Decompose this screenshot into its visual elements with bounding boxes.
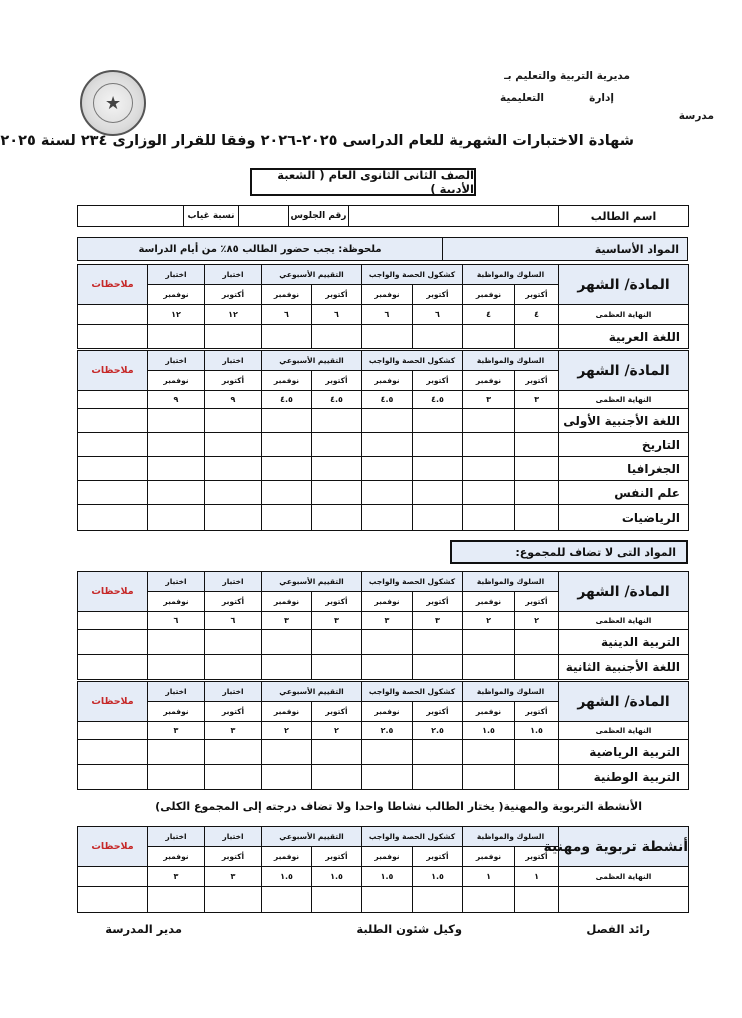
max-score-cell: ٣ [205, 722, 262, 740]
notes-cell[interactable] [78, 887, 148, 913]
notes-cell[interactable] [78, 630, 148, 655]
score-input[interactable] [463, 765, 515, 790]
score-input[interactable] [205, 481, 262, 505]
score-input[interactable] [413, 655, 463, 680]
score-input[interactable] [262, 505, 312, 531]
max-score-cell: ٣ [148, 867, 205, 887]
max-score-cell: ١٢ [205, 305, 262, 325]
max-score-cell: ٢ [463, 612, 515, 630]
max-score-cell: ١.٥ [413, 867, 463, 887]
score-input[interactable] [148, 505, 205, 531]
weekly-header: التقييم الأسبوعي [262, 351, 362, 371]
subject-geography: الجغرافيا [559, 457, 689, 481]
notes-cell[interactable] [78, 325, 148, 349]
month-oct: أكتوبر [413, 702, 463, 722]
score-input[interactable] [148, 765, 205, 790]
month-nov: نوفمبر [148, 702, 205, 722]
month-oct: أكتوبر [205, 847, 262, 867]
score-input[interactable] [262, 457, 312, 481]
behavior-header: السلوك والمواظبة [463, 265, 559, 285]
score-input[interactable] [148, 409, 205, 433]
score-input[interactable] [312, 887, 362, 913]
notes-header: ملاحظات [78, 351, 148, 391]
subject-month-header: المادة/ الشهر [559, 265, 689, 305]
signature-student-affairs: وكيل شئون الطلبة [356, 922, 462, 936]
directorate-line: مديرية التربية والتعليم بـ [504, 70, 630, 82]
grade-label: الصف الثانى الثانوى العام ( الشعبة الأدبية ) [277, 168, 474, 196]
max-score-cell: ٤ [515, 305, 559, 325]
month-oct: أكتوبر [413, 847, 463, 867]
test-nov-header: اختبار [148, 351, 205, 371]
month-nov: نوفمبر [148, 285, 205, 305]
score-input[interactable] [262, 887, 312, 913]
score-input[interactable] [362, 655, 413, 680]
score-input[interactable] [515, 481, 559, 505]
max-score-cell: ٢ [262, 722, 312, 740]
test-nov-header: اختبار [148, 682, 205, 702]
score-input[interactable] [205, 433, 262, 457]
grade-box [250, 168, 476, 196]
notes-cell[interactable] [78, 391, 148, 409]
max-score-label: النهاية العظمى [559, 305, 689, 325]
behavior-header: السلوك والمواظبة [463, 682, 559, 702]
score-input[interactable] [262, 740, 312, 765]
score-input[interactable] [515, 433, 559, 457]
grades-table-extra-1 [77, 571, 689, 680]
score-input[interactable] [205, 325, 262, 349]
subject-psychology: علم النفس [559, 481, 689, 505]
month-oct: أكتوبر [515, 847, 559, 867]
month-oct: أكتوبر [413, 285, 463, 305]
weekly-header: التقييم الأسبوعي [262, 827, 362, 847]
max-score-cell: ١ [463, 867, 515, 887]
notes-cell[interactable] [78, 740, 148, 765]
score-input[interactable] [148, 740, 205, 765]
score-input[interactable] [362, 409, 413, 433]
score-input[interactable] [205, 740, 262, 765]
subject-month-header: المادة/ الشهر [559, 572, 689, 612]
max-score-label: النهاية العظمى [559, 612, 689, 630]
month-oct: أكتوبر [312, 285, 362, 305]
max-score-cell: ٦ [262, 305, 312, 325]
month-nov: نوفمبر [262, 371, 312, 391]
max-score-cell: ٦ [205, 612, 262, 630]
score-input[interactable] [262, 325, 312, 349]
notebook-header: كشكول الحصة والواجب [362, 682, 463, 702]
subject-arabic: اللغة العربية [559, 325, 689, 349]
score-input[interactable] [362, 505, 413, 531]
test-oct-header: اختبار [205, 265, 262, 285]
score-input[interactable] [312, 630, 362, 655]
score-input[interactable] [205, 887, 262, 913]
score-input[interactable] [362, 481, 413, 505]
max-score-cell: ٣ [262, 612, 312, 630]
core-subjects-bar [77, 237, 688, 261]
month-nov: نوفمبر [148, 371, 205, 391]
score-input[interactable] [205, 655, 262, 680]
month-oct: أكتوبر [312, 371, 362, 391]
score-input[interactable] [515, 655, 559, 680]
seat-number-label: رقم الجلوس [289, 206, 349, 227]
score-input[interactable] [463, 433, 515, 457]
month-oct: أكتوبر [312, 847, 362, 867]
max-score-cell: ١.٥ [262, 867, 312, 887]
month-oct: أكتوبر [515, 371, 559, 391]
attendance-note: ملحوظة: يجب حضور الطالب ٨٥٪ من أيام الدراسة [78, 238, 443, 261]
month-oct: أكتوبر [205, 285, 262, 305]
max-score-cell: ٤.٥ [262, 391, 312, 409]
score-input[interactable] [463, 887, 515, 913]
month-nov: نوفمبر [262, 702, 312, 722]
notebook-header: كشكول الحصة والواجب [362, 827, 463, 847]
month-nov: نوفمبر [463, 592, 515, 612]
max-score-cell: ٦ [312, 305, 362, 325]
score-input[interactable] [515, 630, 559, 655]
student-info-table [77, 205, 689, 227]
score-input[interactable] [515, 505, 559, 531]
core-subjects-title: المواد الأساسية [443, 238, 688, 261]
score-input[interactable] [515, 887, 559, 913]
month-oct: أكتوبر [312, 592, 362, 612]
behavior-header: السلوك والمواظبة [463, 572, 559, 592]
max-score-cell: ٤.٥ [312, 391, 362, 409]
score-input[interactable] [262, 433, 312, 457]
score-input[interactable] [148, 887, 205, 913]
score-input[interactable] [413, 630, 463, 655]
month-oct: أكتوبر [413, 371, 463, 391]
month-nov: نوفمبر [362, 371, 413, 391]
score-input[interactable] [515, 409, 559, 433]
student-name-field[interactable] [349, 206, 559, 227]
max-score-cell: ٣ [148, 722, 205, 740]
score-input[interactable] [148, 325, 205, 349]
behavior-header: السلوك والمواظبة [463, 827, 559, 847]
signature-class-teacher: رائد الفصل [586, 922, 650, 936]
subject-math: الرياضيات [559, 505, 689, 531]
ministry-logo-icon [80, 70, 146, 136]
notes-cell[interactable] [78, 867, 148, 887]
score-input[interactable] [413, 887, 463, 913]
month-nov: نوفمبر [463, 285, 515, 305]
administration-suffix: التعليمية [499, 92, 544, 104]
activities-table [77, 826, 689, 913]
signature-principal: مدير المدرسة [105, 922, 182, 936]
score-input[interactable] [362, 630, 413, 655]
month-oct: أكتوبر [515, 285, 559, 305]
max-score-cell: ٦ [413, 305, 463, 325]
score-input[interactable] [362, 457, 413, 481]
max-score-label: النهاية العظمى [559, 722, 689, 740]
month-oct: أكتوبر [515, 702, 559, 722]
subject-sports: التربية الرياضية [559, 740, 689, 765]
score-input[interactable] [312, 457, 362, 481]
max-score-cell: ٤.٥ [413, 391, 463, 409]
score-input[interactable] [362, 433, 413, 457]
month-nov: نوفمبر [262, 285, 312, 305]
month-oct: أكتوبر [413, 592, 463, 612]
score-input[interactable] [362, 765, 413, 790]
activities-caption: أنشطة تربوية ومهنية [559, 827, 689, 867]
month-nov: نوفمبر [463, 702, 515, 722]
score-input[interactable] [262, 655, 312, 680]
notes-header: ملاحظات [78, 827, 148, 867]
max-score-label: النهاية العظمى [559, 391, 689, 409]
score-input[interactable] [312, 765, 362, 790]
notes-header: ملاحظات [78, 265, 148, 305]
score-input[interactable] [312, 433, 362, 457]
score-input[interactable] [262, 630, 312, 655]
subject-history: التاريخ [559, 433, 689, 457]
administration-label: إدارة [589, 92, 614, 104]
eagle-emblem-icon: ★ [93, 83, 133, 123]
score-input[interactable] [413, 765, 463, 790]
max-score-cell: ١٢ [148, 305, 205, 325]
month-oct: أكتوبر [205, 702, 262, 722]
score-input[interactable] [413, 481, 463, 505]
test-nov-header: اختبار [148, 827, 205, 847]
month-nov: نوفمبر [463, 371, 515, 391]
student-name-label: اسم الطالب [559, 206, 689, 227]
score-input[interactable] [362, 887, 413, 913]
max-score-cell: ١ [515, 867, 559, 887]
max-score-cell: ٣ [463, 391, 515, 409]
subject-month-header: المادة/ الشهر [559, 682, 689, 722]
notes-cell[interactable] [78, 457, 148, 481]
max-score-cell: ٩ [148, 391, 205, 409]
month-nov: نوفمبر [262, 847, 312, 867]
score-input[interactable] [362, 740, 413, 765]
notes-cell[interactable] [78, 409, 148, 433]
behavior-header: السلوك والمواظبة [463, 351, 559, 371]
score-input[interactable] [312, 740, 362, 765]
subject-religion: التربية الدينية [559, 630, 689, 655]
score-input[interactable] [262, 765, 312, 790]
seat-number-field[interactable] [239, 206, 289, 227]
score-input[interactable] [463, 655, 515, 680]
absence-label: نسبة غياب [184, 206, 239, 227]
extra-subjects-bar [450, 540, 688, 564]
month-nov: نوفمبر [362, 592, 413, 612]
certificate-title: شهادة الاختبارات الشهرية للعام الدراسى ٢٠٢٥-٢٠٢٦ وفقا للقرار الوزارى ٢٣٤ لسنة ٢٠٢٥ [0, 133, 634, 149]
score-input[interactable] [413, 505, 463, 531]
notes-header: ملاحظات [78, 682, 148, 722]
score-input[interactable] [515, 325, 559, 349]
subject-civics: التربية الوطنية [559, 765, 689, 790]
notes-cell[interactable] [78, 612, 148, 630]
max-score-cell: ٣ [413, 612, 463, 630]
grades-table-extra-2 [77, 681, 689, 790]
month-oct: أكتوبر [205, 592, 262, 612]
score-input[interactable] [413, 433, 463, 457]
score-input[interactable] [515, 457, 559, 481]
max-score-cell: ٢ [312, 722, 362, 740]
test-oct-header: اختبار [205, 351, 262, 371]
test-nov-header: اختبار [148, 265, 205, 285]
grades-table-core-2 [77, 350, 689, 531]
month-nov: نوفمبر [148, 592, 205, 612]
absence-field[interactable] [78, 206, 184, 227]
max-score-cell: ٣ [362, 612, 413, 630]
notes-cell[interactable] [78, 481, 148, 505]
score-input[interactable] [312, 505, 362, 531]
max-score-cell: ٦ [148, 612, 205, 630]
score-input[interactable] [463, 481, 515, 505]
score-input[interactable] [413, 325, 463, 349]
score-input[interactable] [262, 481, 312, 505]
test-oct-header: اختبار [205, 572, 262, 592]
month-oct: أكتوبر [205, 371, 262, 391]
score-input[interactable] [463, 457, 515, 481]
subject-month-header: المادة/ الشهر [559, 351, 689, 391]
month-nov: نوفمبر [362, 847, 413, 867]
notebook-header: كشكول الحصة والواجب [362, 351, 463, 371]
max-score-cell: ٦ [362, 305, 413, 325]
max-score-cell: ٤ [463, 305, 515, 325]
score-input[interactable] [413, 409, 463, 433]
notes-header: ملاحظات [78, 572, 148, 612]
score-input[interactable] [463, 409, 515, 433]
max-score-label: النهاية العظمى [559, 867, 689, 887]
activities-title: الأنشطة التربوية والمهنية( يختار الطالب نشاطا واحدا ولا تضاف درجته إلى المجموع الكلى) [155, 800, 642, 813]
month-nov: نوفمبر [148, 847, 205, 867]
score-input[interactable] [413, 740, 463, 765]
score-input[interactable] [312, 325, 362, 349]
subject-foreign-lang-1: اللغة الأجنبية الأولى [559, 409, 689, 433]
notes-cell[interactable] [78, 505, 148, 531]
score-input[interactable] [515, 740, 559, 765]
max-score-cell: ٣ [515, 391, 559, 409]
score-input[interactable] [463, 325, 515, 349]
score-input[interactable] [148, 481, 205, 505]
max-score-cell: ٣ [205, 867, 262, 887]
score-input[interactable] [362, 325, 413, 349]
month-nov: نوفمبر [362, 702, 413, 722]
notes-cell[interactable] [78, 305, 148, 325]
score-input[interactable] [312, 481, 362, 505]
score-input[interactable] [148, 655, 205, 680]
activity-name-input[interactable] [559, 887, 689, 913]
score-input[interactable] [463, 740, 515, 765]
notes-cell[interactable] [78, 765, 148, 790]
score-input[interactable] [413, 457, 463, 481]
test-nov-header: اختبار [148, 572, 205, 592]
test-oct-header: اختبار [205, 827, 262, 847]
month-oct: أكتوبر [515, 592, 559, 612]
max-score-cell: ١.٥ [362, 867, 413, 887]
weekly-header: التقييم الأسبوعي [262, 265, 362, 285]
month-nov: نوفمبر [463, 847, 515, 867]
score-input[interactable] [148, 630, 205, 655]
score-input[interactable] [262, 409, 312, 433]
score-input[interactable] [312, 655, 362, 680]
max-score-cell: ١.٥ [463, 722, 515, 740]
notebook-header: كشكول الحصة والواجب [362, 572, 463, 592]
score-input[interactable] [205, 409, 262, 433]
score-input[interactable] [205, 457, 262, 481]
max-score-cell: ٤.٥ [362, 391, 413, 409]
max-score-cell: ١.٥ [312, 867, 362, 887]
month-nov: نوفمبر [262, 592, 312, 612]
max-score-cell: ٢ [515, 612, 559, 630]
max-score-cell: ١.٥ [515, 722, 559, 740]
score-input[interactable] [312, 409, 362, 433]
score-input[interactable] [205, 630, 262, 655]
score-input[interactable] [205, 505, 262, 531]
weekly-header: التقييم الأسبوعي [262, 572, 362, 592]
notes-cell[interactable] [78, 722, 148, 740]
weekly-header: التقييم الأسبوعي [262, 682, 362, 702]
test-oct-header: اختبار [205, 682, 262, 702]
score-input[interactable] [148, 457, 205, 481]
notes-cell[interactable] [78, 655, 148, 680]
score-input[interactable] [463, 505, 515, 531]
max-score-cell: ٢.٥ [362, 722, 413, 740]
month-oct: أكتوبر [312, 702, 362, 722]
extra-subjects-title: المواد التى لا تضاف للمجموع: [515, 545, 676, 559]
month-nov: نوفمبر [362, 285, 413, 305]
subject-foreign-lang-2: اللغة الأجنبية الثانية [559, 655, 689, 680]
max-score-cell: ٩ [205, 391, 262, 409]
notebook-header: كشكول الحصة والواجب [362, 265, 463, 285]
score-input[interactable] [148, 433, 205, 457]
score-input[interactable] [463, 630, 515, 655]
max-score-cell: ٣ [312, 612, 362, 630]
score-input[interactable] [515, 765, 559, 790]
max-score-cell: ٢.٥ [413, 722, 463, 740]
school-label: مدرسة [678, 110, 714, 122]
score-input[interactable] [205, 765, 262, 790]
notes-cell[interactable] [78, 433, 148, 457]
grades-table-core-1 [77, 264, 689, 349]
